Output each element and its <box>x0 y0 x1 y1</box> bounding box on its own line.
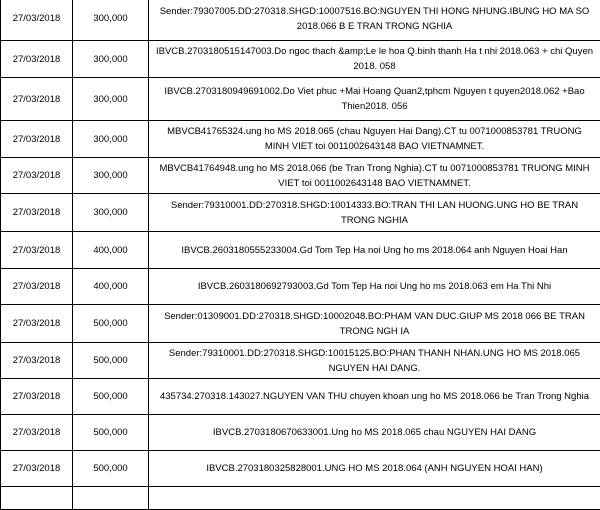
table-row <box>1 343 600 379</box>
table-row <box>1 305 600 343</box>
date-cell: 27/03/2018 <box>1 0 73 41</box>
amount-cell: 500,000 <box>73 379 149 415</box>
amount-cell: 300,000 <box>73 121 149 158</box>
date-cell: 27/03/2018 <box>1 194 73 232</box>
date-cell: 27/03/2018 <box>1 305 73 343</box>
amount-cell: 300,000 <box>73 41 149 78</box>
amount-cell: 300,000 <box>73 78 149 121</box>
table-row <box>1 121 600 158</box>
date-cell: 27/03/2018 <box>1 343 73 379</box>
amount-cell <box>73 487 149 510</box>
amount-cell: 500,000 <box>73 451 149 487</box>
date-cell: 27/03/2018 <box>1 232 73 269</box>
description-cell: IBVCB.2703180670633001.Ung ho MS 2018.065 chau NGUYEN HAI DANG <box>149 415 600 451</box>
table-row <box>1 158 600 194</box>
amount-cell: 300,000 <box>73 194 149 232</box>
description-cell: MBVCB41765324.ung ho MS 2018.065 (chau Nguyen Hai Dang).CT tu 0071000853781 TRUONG MINH VIET toi 0011002643148 BAO VIETNAMNET. <box>149 121 600 158</box>
description-cell: IBVCB.2703180949691002.Do Viet phuc +Mai Hoang Quan2,tphcm Nguyen t quyen2018.062 +Bao Thien2018. 056 <box>149 78 600 121</box>
amount-cell: 400,000 <box>73 232 149 269</box>
description-cell: MBVCB41764948.ung ho MS 2018.066 (be Tran Trong Nghia).CT tu 0071000853781 TRUONG MINH VIET toi 0011002643148 BAO VIETNAMNET. <box>149 158 600 194</box>
description-cell: IBVCB.2603180555233004.Gd Tom Tep Ha noi Ung ho ms 2018.064 anh Nguyen Hoai Han <box>149 232 600 269</box>
date-cell: 27/03/2018 <box>1 121 73 158</box>
description-cell: Sender:79310001.DD:270318.SHGD:10015125.BO:PHAN THANH NHAN.UNG HO MS 2018.065 NGUYEN HAI DANG. <box>149 343 600 379</box>
description-cell: Sender:79310001.DD:270318.SHGD:10014333.BO:TRAN THI LAN HUONG.UNG HO BE TRAN TRONG NGHIA <box>149 194 600 232</box>
date-cell: 27/03/2018 <box>1 451 73 487</box>
table-row <box>1 451 600 487</box>
table-row <box>1 78 600 121</box>
date-cell: 27/03/2018 <box>1 158 73 194</box>
date-cell: 27/03/2018 <box>1 415 73 451</box>
table-row <box>1 194 600 232</box>
amount-cell: 300,000 <box>73 0 149 41</box>
table-row <box>1 379 600 415</box>
description-cell: IBVCB.2703180515147003.Do ngoc thach &amp;Le le hoa Q.binh thanh Ha t nhi 2018.063 + chi Quyen 2018. 058 <box>149 41 600 78</box>
amount-cell: 400,000 <box>73 269 149 305</box>
description-cell: Sender:79307005.DD:270318.SHGD:10007516.BO:NGUYEN THI HONG NHUNG.IBUNG HO MA SO 2018.066 B E TRAN TRONG NGHIA <box>149 0 600 41</box>
date-cell: 27/03/2018 <box>1 269 73 305</box>
description-cell: IBVCB.2603180692793003.Gd Tom Tep Ha noi Ung ho ms 2018.063 em Ha Thi Nhi <box>149 269 600 305</box>
description-cell: Sender:01309001.DD:270318.SHGD:10002048.BO:PHAM VAN DUC.GIUP MS 2018 066 BE TRAN TRONG NGH IA <box>149 305 600 343</box>
table-row <box>1 41 600 78</box>
table-row <box>1 415 600 451</box>
table-row <box>1 232 600 269</box>
date-cell: 27/03/2018 <box>1 78 73 121</box>
table-row <box>1 269 600 305</box>
amount-cell: 300,000 <box>73 158 149 194</box>
table-row <box>1 0 600 41</box>
description-cell: IBVCB.2703180325828001.UNG HO MS 2018.064 (ANH NGUYEN HOAI HAN) <box>149 451 600 487</box>
amount-cell: 500,000 <box>73 305 149 343</box>
amount-cell: 500,000 <box>73 343 149 379</box>
amount-cell: 500,000 <box>73 415 149 451</box>
table-row <box>1 487 600 510</box>
date-cell: 27/03/2018 <box>1 41 73 78</box>
date-cell <box>1 487 73 510</box>
description-cell <box>149 487 600 510</box>
description-cell: 435734.270318.143027.NGUYEN VAN THU chuyen khoan ung ho MS 2018.066 be Tran Trong Nghia <box>149 379 600 415</box>
date-cell: 27/03/2018 <box>1 379 73 415</box>
